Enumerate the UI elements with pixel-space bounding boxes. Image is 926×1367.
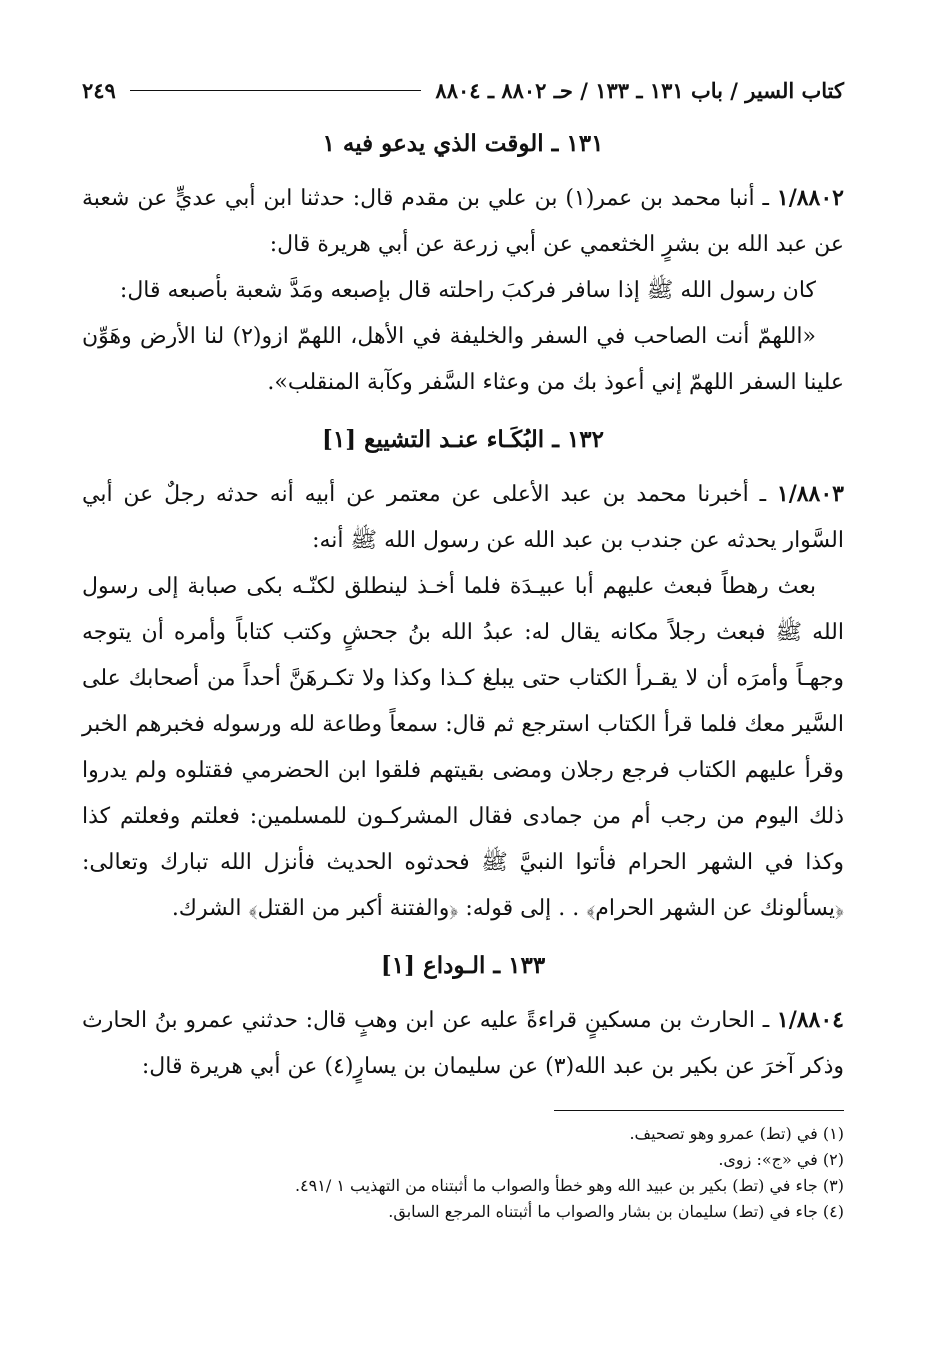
footnotes xyxy=(82,1121,844,1225)
chapter-title-132: ١٣٢ ـ البُكَـاء عنـد التشييع [١] xyxy=(321,426,605,453)
hadith-8802 xyxy=(82,175,844,268)
footnote-1: (١) في (تط) عمرو وهو تصحيف. xyxy=(629,1124,844,1143)
hadith-body: كان رسول الله ﷺ إذا سافر فركبَ راحلته قال بإصبعه ومَدَّ شعبة بأصبعه قال: xyxy=(119,278,816,303)
hadith-number: ١/٨٨٠٢ xyxy=(776,185,844,211)
footnote-4: (٤) جاء في (تط) سليمان بن بشار والصواب ما أثبتناه المرجع السابق. xyxy=(388,1202,844,1221)
running-header xyxy=(82,70,844,110)
footnote-2: (٢) في «ج»: زوى. xyxy=(718,1150,844,1169)
page-number: ٢٤٩ xyxy=(82,77,116,103)
header-rule xyxy=(130,90,422,91)
hadith-text: ـ أنبا محمد بن عمر(١) بن علي بن مقدم قال: حدثنا ابن أبي عديٍّ عن شعبة عن عبد الله بن بشرٍ الخثعمي عن أبي زرعة عن أبي هريرة قال: xyxy=(82,186,844,257)
footnote-rule xyxy=(554,1110,844,1111)
chapter-title-131: ١٣١ ـ الوقت الذي يدعو فيه ١ xyxy=(322,130,604,157)
hadith-text: ـ الحارث بن مسكينٍ قراءةً عليه عن ابن وهبٍ قال: حدثني عمرو بنُ الحارث وذكر آخرَ عن بكير بن عبد الله(٣) عن سليمان بن يسارٍ(٤) عن أبي هريرة قال: xyxy=(82,1008,844,1079)
hadith-text: ـ أخبرنا محمد بن عبد الأعلى عن معتمر عن أبيه أنه حدثه رجلٌ عن أبي السَّوار يحدثه عن جندب بن عبد الله عن رسول الله ﷺ أنه: xyxy=(82,482,844,553)
hadith-8803 xyxy=(82,471,844,564)
chapter-title-133: ١٣٣ ـ الـوداع [١] xyxy=(380,952,546,979)
running-title: كتاب السير / باب ١٣١ ـ ١٣٣ / حـ ٨٨٠٢ ـ ٨٨٠٤ xyxy=(435,77,844,103)
hadith-number: ١/٨٨٠٣ xyxy=(776,481,844,507)
hadith-number: ١/٨٨٠٤ xyxy=(776,1007,844,1033)
hadith-body: «اللهمّ أنت الصاحب في السفر والخليفة في الأهل، اللهمّ ازو(٢) لنا الأرض وهَوِّن علينا السفر اللهمّ إني أعوذ بك من وعثاء السَّفر وكآبة المنقلب». xyxy=(82,324,844,395)
footnote-3: (٣) جاء في (تط) بكير بن عبيد الله وهو خطأ والصواب ما أثبتناه من التهذيب ١ /٤٩١. xyxy=(294,1176,844,1195)
hadith-body: بعث رهطاً فبعث عليهم أبا عبيـدَة فلما أخـذ لينطلق لكنّـه بكى صبابة إلى رسول الله ﷺ فبعث رجلاً مكانه يقال له: عبدُ الله بنُ جحشٍ وكتب كتاباً وأمره أن يتوجه وجهـاً وأمرَه أن لا يقـرأ الكتاب حتى يبلغ كـذا وكذا ولا تكـرهَنَّ أحداً من أصحابك على السَّير معك فلما قرأ الكتاب استرجع ثم قال: سمعاً وطاعة لله ورسوله فخبرهم الخبر وقرأ عليهم الكتاب فرجع رجلان ومضى بقيتهم فلقوا ابن الحضرمي فقتلوه ولم يدروا ذلك اليوم من رجب أم من جمادى فقال المشركـون للمسلمين: فعلتم وفعلتم كذا وكذا في الشهر الحرام فأتوا النبيَّ ﷺ فحدثوه الحديث فأنزل الله تبارك وتعالى: ﴿يسألونك عن الشهر الحرام﴾ . . إلى قوله: ﴿والفتنة أكبر من القتل﴾ الشرك. xyxy=(82,574,844,921)
hadith-8804 xyxy=(82,997,844,1090)
